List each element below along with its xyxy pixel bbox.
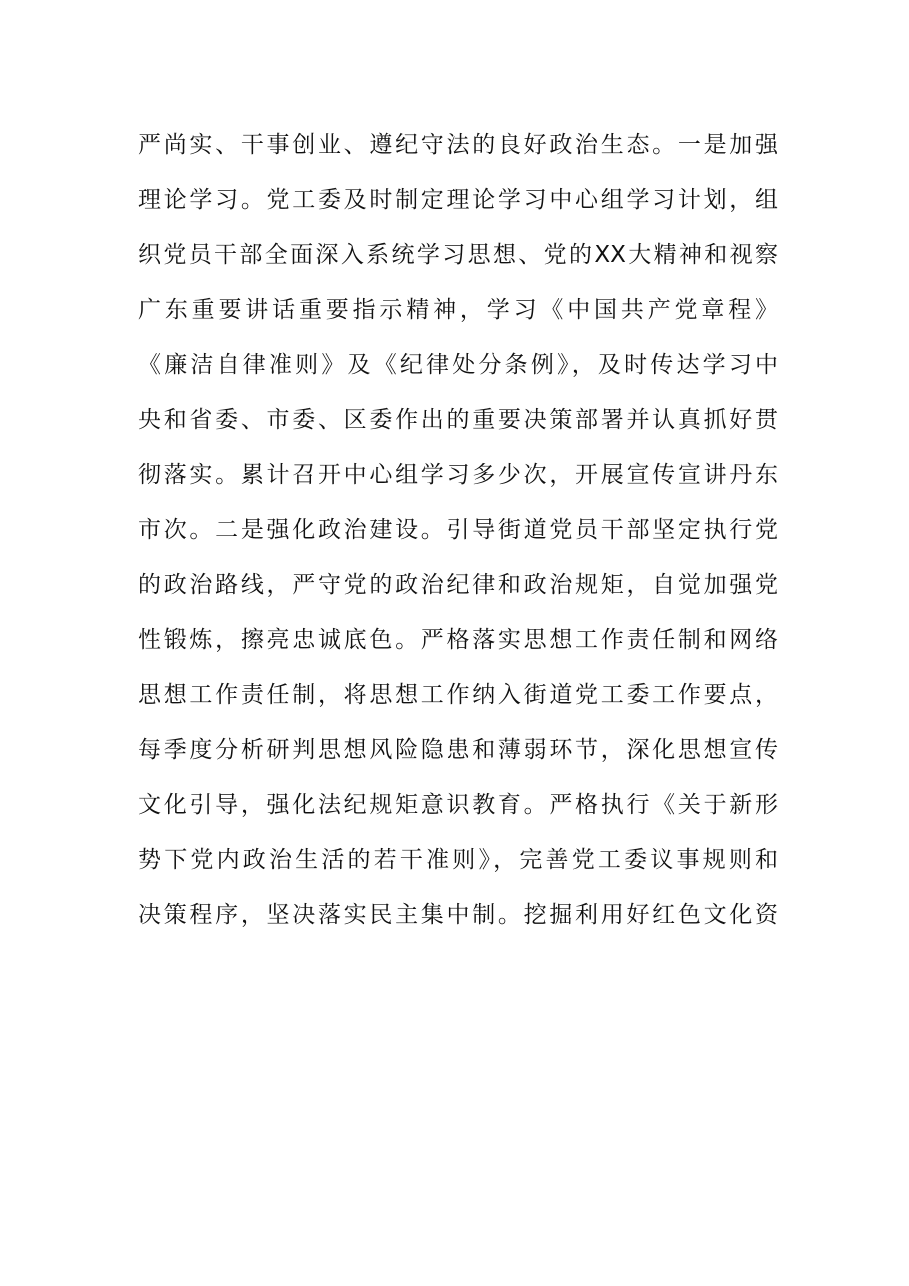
text-line: 性锻炼，擦亮忠诚底色。严格落实思想工作责任制和网络 <box>138 627 778 653</box>
body-paragraph <box>138 118 778 943</box>
text-line: 文化引导，强化法纪规矩意识教育。严格执行《关于新形 <box>138 792 778 818</box>
text-line: 广东重要讲话重要指示精神，学习《中国共产党章程》 <box>138 297 778 323</box>
text-line: 市次。二是强化政治建设。引导街道党员干部坚定执行党 <box>138 517 778 543</box>
text-line: 决策程序，坚决落实民主集中制。挖掘利用好红色文化资 <box>138 902 778 928</box>
text-line: 严尚实、干事创业、遵纪守法的良好政治生态。一是加强 <box>138 132 778 158</box>
text-line: 思想工作责任制，将思想工作纳入街道党工委工作要点， <box>138 682 778 708</box>
text-line: 织党员干部全面深入系统学习思想、党的XX大精神和视察 <box>138 242 778 268</box>
text-line: 《廉洁自律准则》及《纪律处分条例》，及时传达学习中 <box>138 352 778 378</box>
text-line: 央和省委、市委、区委作出的重要决策部署并认真抓好贯 <box>138 407 778 433</box>
text-line: 势下党内政治生活的若干准则》，完善党工委议事规则和 <box>138 847 778 873</box>
text-line: 的政治路线，严守党的政治纪律和政治规矩，自觉加强党 <box>138 572 778 598</box>
text-line: 理论学习。党工委及时制定理论学习中心组学习计划，组 <box>138 187 778 213</box>
text-line: 每季度分析研判思想风险隐患和薄弱环节，深化思想宣传 <box>138 737 778 763</box>
text-line: 彻落实。累计召开中心组学习多少次，开展宣传宣讲丹东 <box>138 462 778 488</box>
